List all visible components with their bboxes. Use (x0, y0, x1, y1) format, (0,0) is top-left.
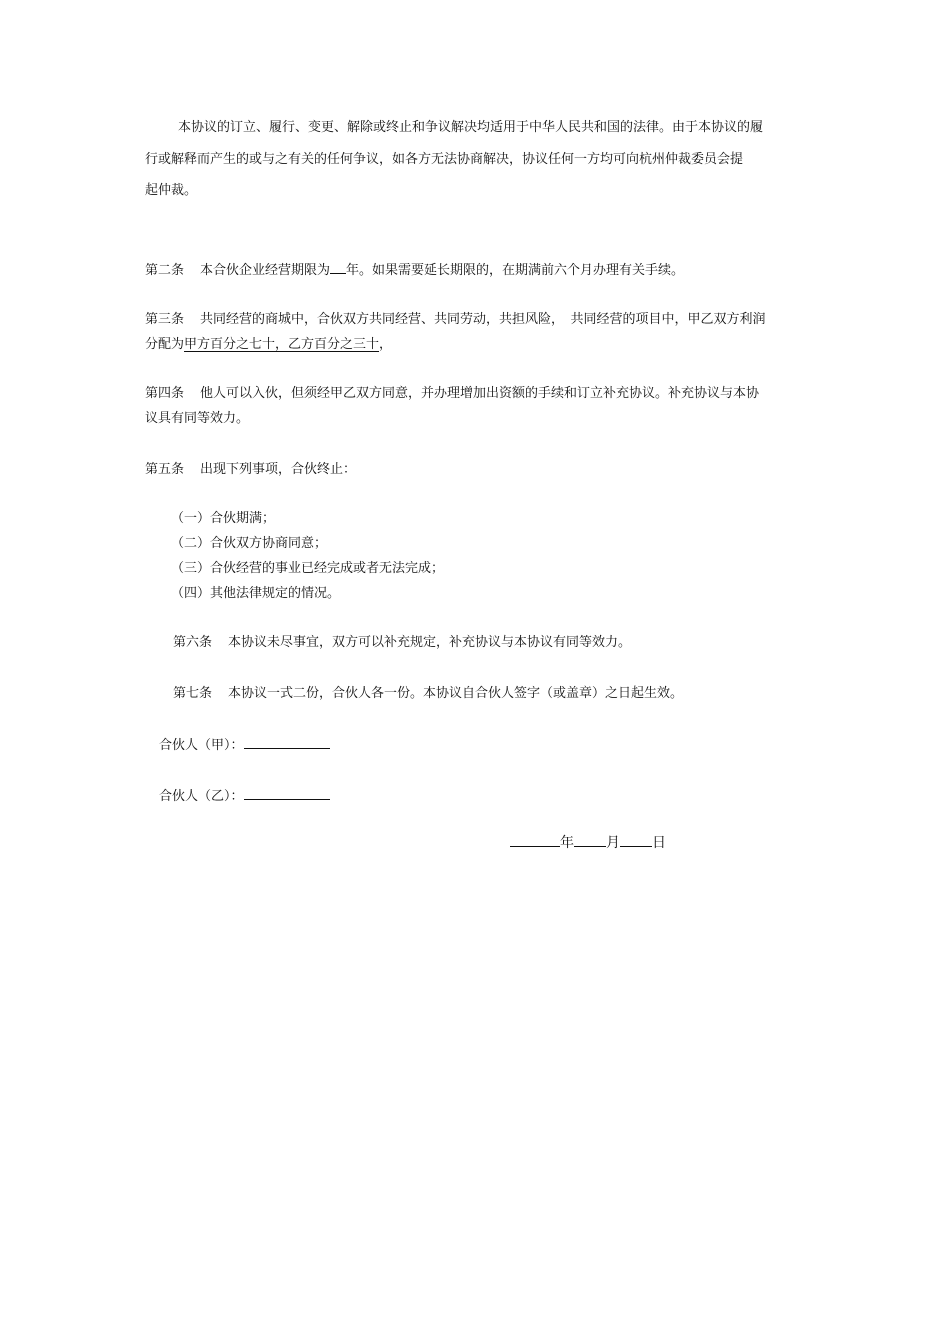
date-month-blank[interactable] (574, 833, 606, 847)
profit-split-underlined: 甲方百分之七十，乙方百分之三十 (184, 337, 380, 352)
signature-party-a-label: 合伙人（甲）： (159, 738, 244, 753)
article-2-text-b: 年。如果需要延长期限的，在期满前六个月办理有关手续。 (346, 263, 685, 278)
article-3-line-2 (145, 336, 392, 354)
article-4-text: 他人可以入伙，但须经甲乙双方同意，并办理增加出资额的手续和订立补充协议。补充协议与本协 (200, 386, 760, 401)
date-month-label: 月 (606, 835, 620, 851)
date-day-label: 日 (652, 835, 666, 851)
article-7-label: 第七条 (173, 686, 213, 701)
article-6-label: 第六条 (173, 635, 213, 650)
article-7 (173, 685, 683, 703)
signature-party-b-line[interactable] (244, 786, 330, 800)
list-item: （一）合伙期满； (171, 511, 276, 526)
signing-date (510, 833, 666, 852)
article-3-label: 第三条 (145, 312, 185, 327)
article-2 (145, 260, 684, 280)
date-year-blank[interactable] (510, 833, 560, 847)
list-item: （三）合伙经营的事业已经完成或者无法完成； (171, 561, 445, 576)
term-years-blank (330, 260, 346, 274)
article-5 (145, 461, 356, 479)
article-2-label: 第二条 (145, 263, 185, 278)
article-6 (173, 634, 631, 652)
signature-party-a (159, 735, 330, 755)
intro-line-3: 起仲裁。 (145, 183, 198, 198)
date-day-blank[interactable] (620, 833, 652, 847)
signature-party-b-label: 合伙人（乙）： (159, 789, 244, 804)
article-6-text: 本协议未尽事宜，双方可以补充规定，补充协议与本协议有同等效力。 (228, 635, 632, 650)
list-item: （四）其他法律规定的情况。 (171, 586, 341, 601)
article-3-line-1 (145, 311, 766, 329)
article-4-line-2: 议具有同等效力。 (145, 411, 250, 426)
article-2-text-a: 本合伙企业经营期限为 (200, 263, 331, 278)
article-5-label: 第五条 (145, 462, 185, 477)
signature-party-a-line[interactable] (244, 735, 330, 749)
article-7-text: 本协议一式二份，合伙人各一份。本协议自合伙人签字（或盖章）之日起生效。 (228, 686, 684, 701)
article-4-label: 第四条 (145, 386, 185, 401)
article-5-text: 出现下列事项，合伙终止： (200, 462, 357, 477)
date-year-label: 年 (560, 835, 574, 851)
article-4-line-1 (145, 385, 759, 403)
article-3-text-a: 分配为 (145, 337, 185, 352)
signature-party-b (159, 786, 330, 806)
list-item: （二）合伙双方协商同意； (171, 536, 328, 551)
intro-line-1: 本协议的订立、履行、变更、解除或终止和争议解决均适用于中华人民共和国的法律。由于本协议的履 (178, 120, 764, 135)
intro-line-2: 行或解释而产生的或与之有关的任何争议，如各方无法协商解决，协议任何一方均可向杭州仲裁委员会提 (145, 152, 744, 167)
article-3-text: 共同经营的商城中，合伙双方共同经营、共同劳动，共担风险， 共同经营的项目中，甲乙双方利润 (200, 312, 766, 327)
article-3-text-b: ， (379, 337, 393, 352)
